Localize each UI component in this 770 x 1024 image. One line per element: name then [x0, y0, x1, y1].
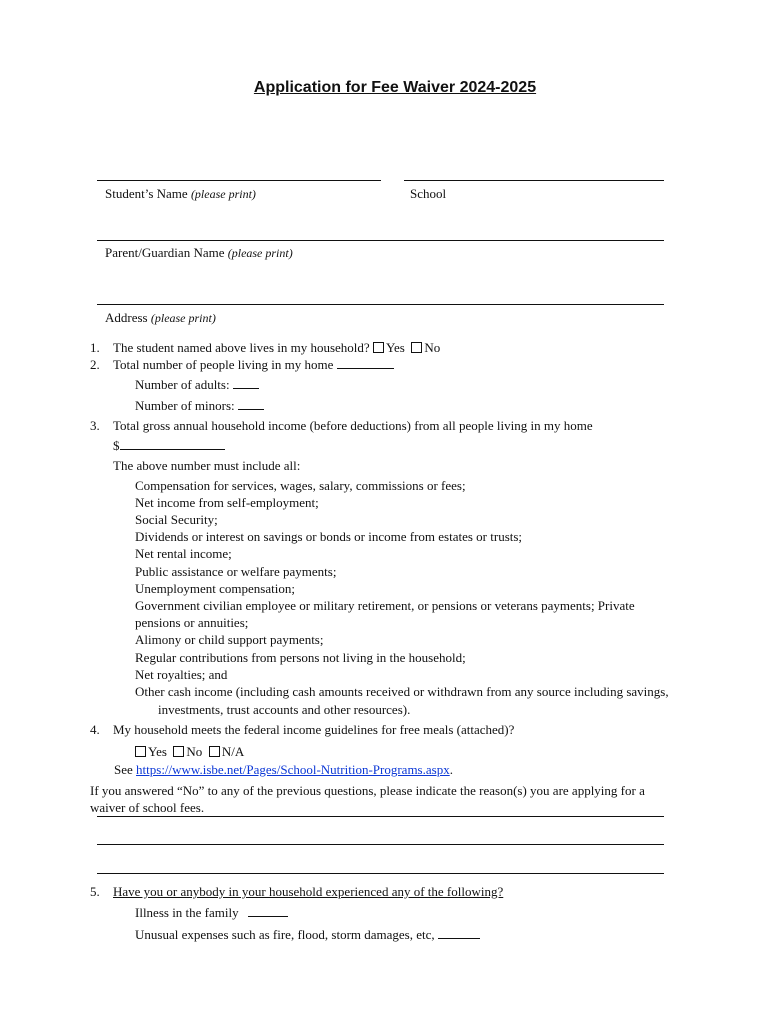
- q1-yes-label: Yes: [385, 340, 405, 355]
- q4-yes-checkbox[interactable]: [135, 746, 146, 757]
- income-item: investments, trust accounts and other resources).: [158, 702, 411, 717]
- q1-no-label: No: [424, 340, 441, 355]
- q4-number: 4.: [90, 722, 100, 737]
- reason-line-3[interactable]: [97, 873, 664, 874]
- parent-name-line[interactable]: [97, 240, 664, 241]
- q2-adults-blank[interactable]: [233, 378, 259, 389]
- student-name-hint: (please print): [190, 187, 256, 201]
- income-item: Government civilian employee or military retirement, or pensions or veterans payments; Private: [135, 598, 635, 613]
- income-item: Net income from self-employment;: [135, 495, 319, 510]
- q2-total-blank[interactable]: [337, 358, 394, 369]
- q3-number: 3.: [90, 418, 100, 433]
- q2-minors-blank[interactable]: [238, 399, 264, 410]
- q4-text: My household meets the federal income guidelines for free meals (attached)?: [113, 722, 515, 737]
- q1-text: The student named above lives in my household?: [113, 340, 370, 355]
- income-item: Compensation for services, wages, salary, commissions or fees;: [135, 478, 466, 493]
- q5-text: Have you or anybody in your household experienced any of the following?: [113, 884, 504, 899]
- q5-illness-blank[interactable]: [248, 906, 288, 917]
- student-name-line[interactable]: [97, 180, 381, 181]
- q1-yes-checkbox[interactable]: [373, 342, 384, 353]
- school-label: School: [410, 186, 447, 201]
- reason-text-2: waiver of school fees.: [90, 800, 205, 815]
- income-item: Social Security;: [135, 512, 218, 527]
- q4-no-label: No: [186, 744, 203, 759]
- q3-income-blank[interactable]: [120, 439, 225, 450]
- income-item: Other cash income (including cash amounts received or withdrawn from any source including savings,: [135, 684, 669, 699]
- q3-income-row: [113, 438, 225, 453]
- q4-options: [135, 744, 244, 759]
- q4-no-checkbox[interactable]: [173, 746, 184, 757]
- q2-number: 2.: [90, 357, 100, 372]
- isbe-link[interactable]: https://www.isbe.net/Pages/School-Nutrition-Programs.aspx: [136, 762, 450, 777]
- q4-yes-label: Yes: [148, 744, 167, 759]
- q5-expenses-label: Unusual expenses such as fire, flood, storm damages, etc,: [135, 927, 435, 942]
- q4-see-label: See: [114, 762, 133, 777]
- q2-adults-label: Number of adults:: [135, 377, 230, 392]
- income-item: Net royalties; and: [135, 667, 228, 682]
- q5-illness-label: Illness in the family: [135, 905, 239, 920]
- school-line[interactable]: [404, 180, 664, 181]
- address-line[interactable]: [97, 304, 664, 305]
- q4-period: .: [449, 762, 453, 777]
- q2-text: Total number of people living in my home: [113, 357, 334, 372]
- q2-minors-row: [135, 398, 264, 413]
- q4-na-checkbox[interactable]: [209, 746, 220, 757]
- reason-line-2[interactable]: [97, 844, 664, 845]
- income-item: Alimony or child support payments;: [135, 632, 324, 647]
- q1-row: [113, 340, 440, 355]
- reason-text-1: If you answered “No” to any of the previous questions, please indicate the reason(s) you are applying for a: [90, 783, 645, 798]
- dollar-sign: $: [113, 438, 120, 453]
- address-label: Address (please print): [105, 310, 216, 325]
- income-item: Public assistance or welfare payments;: [135, 564, 337, 579]
- income-item: Dividends or interest on savings or bonds or income from estates or trusts;: [135, 529, 523, 544]
- q1-no-checkbox[interactable]: [411, 342, 422, 353]
- q5-expenses-row: [135, 927, 480, 942]
- q5-illness-row: [135, 905, 288, 920]
- q1-number: 1.: [90, 340, 100, 355]
- q5-expenses-blank[interactable]: [438, 928, 480, 939]
- q3-text: Total gross annual household income (before deductions) from all people living in my home: [113, 418, 593, 433]
- q4-na-label: N/A: [221, 744, 245, 759]
- parent-name-label: Parent/Guardian Name (please print): [105, 245, 293, 260]
- income-item: Net rental income;: [135, 546, 232, 561]
- q2-minors-label: Number of minors:: [135, 398, 235, 413]
- reason-line-1[interactable]: [97, 816, 664, 817]
- q4-see-row: [114, 762, 453, 777]
- q5-number: 5.: [90, 884, 100, 899]
- income-item: pensions or annuities;: [135, 615, 249, 630]
- q3-must-include: The above number must include all:: [113, 458, 301, 473]
- address-hint: (please print): [150, 311, 216, 325]
- page-title: Application for Fee Waiver 2024-2025: [253, 79, 537, 96]
- student-name-label: Student’s Name (please print): [105, 186, 256, 201]
- q2-row: [113, 357, 394, 372]
- income-item: Regular contributions from persons not living in the household;: [135, 650, 466, 665]
- income-item: Unemployment compensation;: [135, 581, 295, 596]
- q2-adults-row: [135, 377, 259, 392]
- parent-name-hint: (please print): [227, 246, 293, 260]
